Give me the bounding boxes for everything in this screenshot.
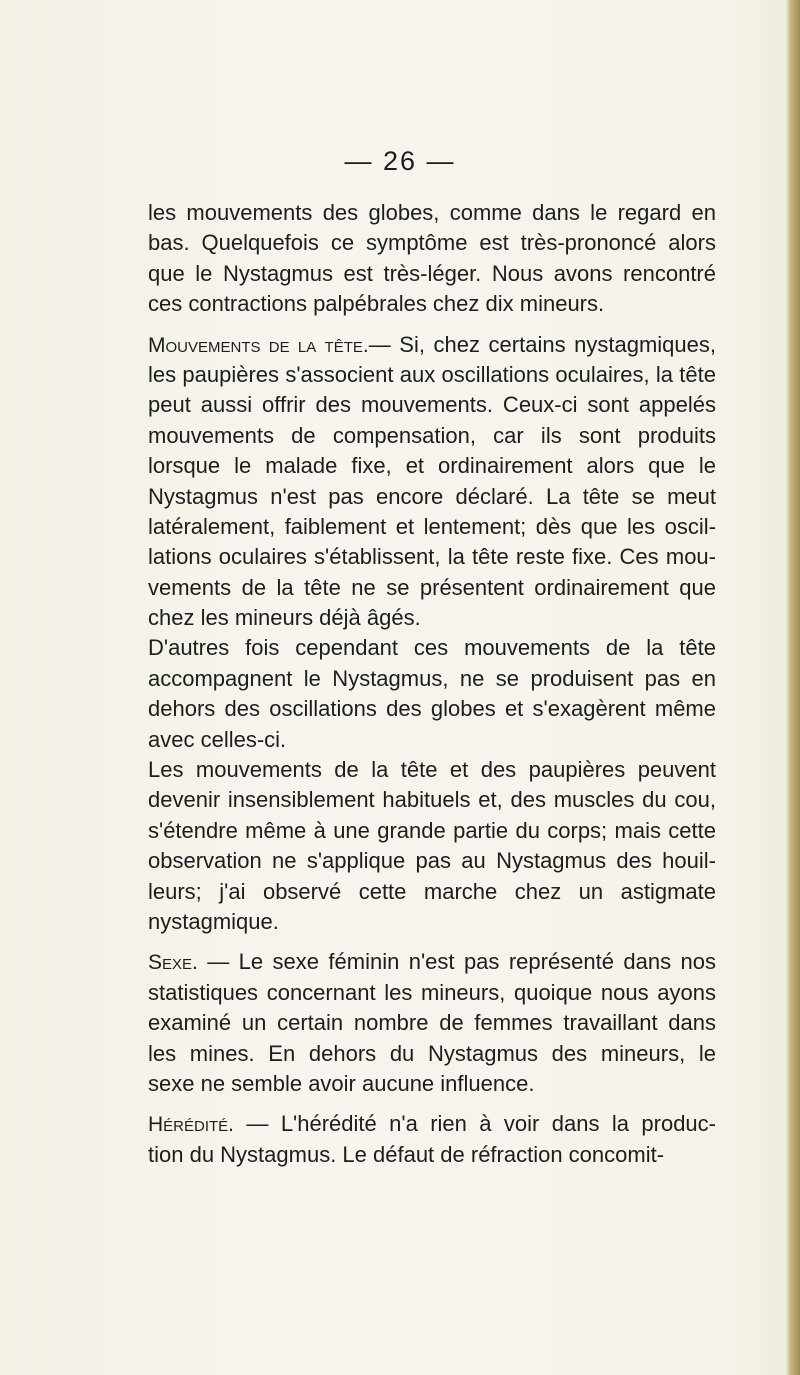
text-line: les mines. En dehors du Nystagmus des mineurs, le (148, 1040, 716, 1066)
text-line: examiné un certain nombre de femmes travaillant dans (148, 1010, 716, 1036)
text-line: mouvements de compensation, car ils sont produits (148, 422, 716, 448)
text-line: chez les mineurs déjà âgés. (148, 605, 421, 631)
text-line: leurs; j'ai observé cette marche chez un astigmate (148, 878, 716, 904)
section-heading-sexe: Sexe. (148, 951, 198, 975)
text-line-rest: — L'hérédité n'a rien à voir dans la produc- (246, 1111, 716, 1137)
text-line: que le Nystagmus est très-léger. Nous avons rencontré (148, 260, 716, 286)
section-heading-heredite: Hérédité. (148, 1113, 235, 1137)
text-line (148, 1109, 716, 1139)
text-line: tion du Nystagmus. Le défaut de réfraction concomit- (148, 1141, 665, 1167)
text-line: peut aussi offrir des mouvements. Ceux-ci sont appelés (148, 392, 716, 418)
text-line: accompagnent le Nystagmus, ne se produisent pas en (148, 665, 716, 691)
page-number: — 26 — (344, 146, 456, 176)
text-line: s'étendre même à une grande partie du corps; mais cette (148, 817, 716, 843)
paragraph-heredite (148, 1109, 716, 1170)
text-line (148, 330, 716, 360)
text-line: les mouvements des globes, comme dans le regard en (148, 200, 716, 225)
text-line: lations oculaires s'établissent, la tête reste fixe. Ces mou- (148, 544, 716, 570)
text-line: D'autres fois cependant ces mouvements de la tête (148, 635, 716, 661)
text-line: Nystagmus n'est pas encore déclaré. La tête se meut (148, 483, 716, 509)
text-line: avec celles-ci. (148, 726, 287, 752)
text-line-rest: — Le sexe féminin n'est pas représenté dans nos (207, 949, 716, 975)
paragraph-sexe (148, 947, 716, 1099)
paragraph-mouvements-de-la-tete (148, 330, 716, 634)
text-line: nystagmique. (148, 908, 279, 934)
paragraph-1 (148, 198, 716, 320)
text-line (148, 947, 716, 977)
text-line-rest: — Si, chez certains nystagmiques, (368, 331, 716, 357)
text-line: statistiques concernant les mineurs, quoique nous ayons (148, 979, 716, 1005)
text-line: sexe ne semble avoir aucune influence. (148, 1070, 535, 1096)
text-line: devenir insensiblement habituels et, des muscles du cou, (148, 787, 716, 813)
text-line: lorsque le malade fixe, et ordinairement alors que le (148, 453, 716, 479)
paragraph-habituels (148, 755, 716, 937)
text-line: observation ne s'applique pas au Nystagmus des houil- (148, 848, 716, 874)
text-line: vements de la tête ne se présentent ordinairement que (148, 574, 716, 600)
text-line: bas. Quelquefois ce symptôme est très-prononcé alors (148, 230, 716, 256)
text-line: les paupières s'associent aux oscillations oculaires, la tête (148, 361, 716, 387)
paragraph-autres-fois (148, 633, 716, 755)
body-text (148, 198, 716, 1170)
text-line: Les mouvements de la tête et des paupières peuvent (148, 757, 716, 783)
text-line: dehors des oscillations des globes et s'exagèrent même (148, 696, 716, 722)
text-line: latéralement, faiblement et lentement; dès que les oscil- (148, 513, 716, 539)
text-line: ces contractions palpébrales chez dix mineurs. (148, 291, 605, 317)
page-edge (786, 0, 800, 1375)
section-heading-mouvements: Mouvements de la tête. (148, 333, 369, 357)
